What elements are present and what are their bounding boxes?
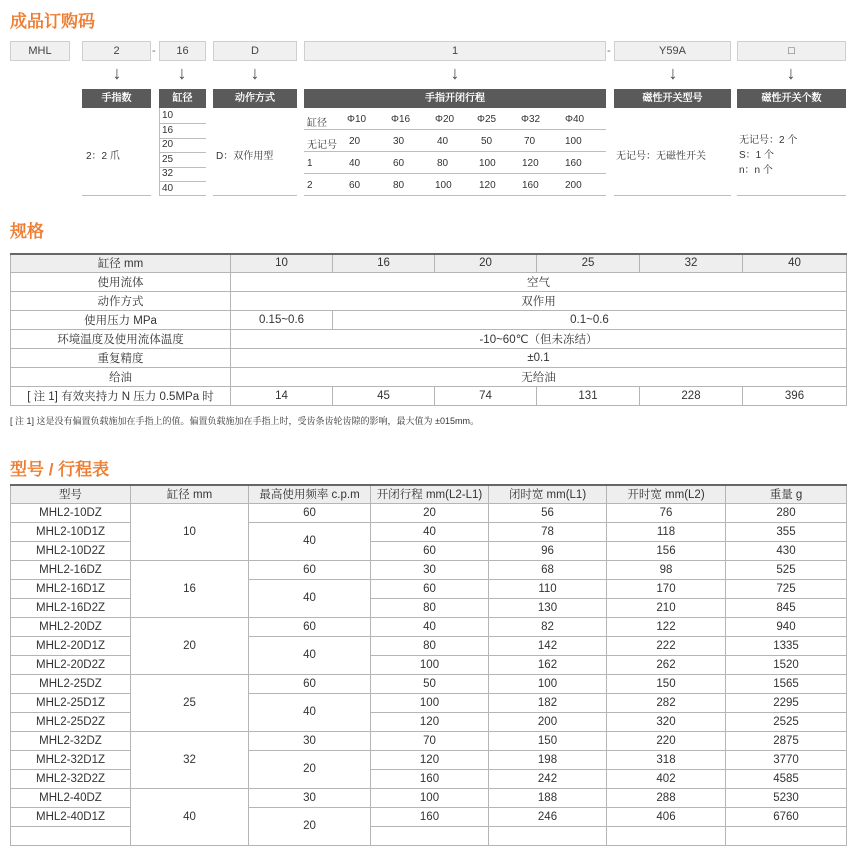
fingers-header: 手指数	[82, 89, 151, 108]
code-switch-type-box: Y59A	[614, 41, 731, 61]
divider	[737, 195, 846, 196]
code-dash: -	[607, 45, 611, 57]
weight-cell: 2295	[726, 693, 847, 712]
bore-cell: 16	[131, 560, 249, 617]
spec-value: 396	[743, 386, 847, 405]
model-title: 型号 / 行程表	[10, 460, 110, 479]
code-stroke-box: 1	[304, 41, 606, 61]
divider	[304, 151, 606, 152]
open-width-cell: 170	[607, 579, 726, 598]
stroke-cell: 50	[481, 136, 493, 147]
stroke-table-head: Φ25	[477, 114, 497, 125]
model-col-header: 缸径 mm	[131, 485, 249, 503]
stroke-cell: 120	[479, 180, 496, 191]
stroke-cell: 1	[307, 158, 313, 169]
stroke-header: 手指开闭行程	[304, 89, 606, 108]
stroke-cell: 70	[524, 136, 536, 147]
freq-cell: 40	[249, 522, 371, 560]
stroke-table-head: Φ10	[347, 114, 367, 125]
switch-type-header: 磁性开关型号	[614, 89, 731, 108]
stroke-cell: 100	[479, 158, 496, 169]
model-col-header: 型号	[11, 485, 131, 503]
open-width-cell: 288	[607, 788, 726, 807]
open-width-cell: 282	[607, 693, 726, 712]
spec-row-label: [ 注 1] 有效夹持力 N 压力 0.5MPa 时	[11, 386, 231, 405]
model-col-header: 开闭行程 mm(L2-L1)	[371, 485, 489, 503]
stroke-cell: 120	[371, 712, 489, 731]
bore-option: 16	[162, 125, 174, 136]
stroke-table-head: Φ16	[391, 114, 411, 125]
divider	[159, 181, 206, 182]
model-cell: MHL2-32D2Z	[11, 769, 131, 788]
spec-row-label: 使用流体	[11, 272, 231, 291]
closed-width-cell: 78	[489, 522, 607, 541]
open-width-cell: 320	[607, 712, 726, 731]
open-width-cell: 156	[607, 541, 726, 560]
weight-cell: 3770	[726, 750, 847, 769]
closed-width-cell: 110	[489, 579, 607, 598]
freq-cell: 30	[249, 788, 371, 807]
spec-title: 规格	[10, 222, 44, 241]
bore-cell: 40	[131, 788, 249, 845]
weight-cell: 430	[726, 541, 847, 560]
stroke-cell: 60	[393, 158, 405, 169]
weight-cell: 845	[726, 598, 847, 617]
spec-value: 无给油	[231, 367, 847, 386]
freq-cell: 40	[249, 636, 371, 674]
model-col-header: 闭时宽 mm(L1)	[489, 485, 607, 503]
table-row	[11, 788, 847, 807]
open-width-cell: 402	[607, 769, 726, 788]
model-cell: MHL2-32D1Z	[11, 750, 131, 769]
closed-width-cell: 68	[489, 560, 607, 579]
spec-table	[10, 253, 847, 406]
divider	[159, 152, 206, 153]
closed-width-cell: 150	[489, 731, 607, 750]
bore-option: 40	[162, 183, 174, 194]
freq-cell: 30	[249, 731, 371, 750]
stroke-cell: 200	[565, 180, 582, 191]
divider	[159, 123, 206, 124]
bore-option: 20	[162, 139, 174, 150]
switch-count-option: S：1 个	[739, 150, 775, 161]
spec-row-label: 环境温度及使用流体温度	[11, 329, 231, 348]
stroke-cell	[371, 826, 489, 845]
spec-value: 0.15~0.6	[231, 310, 333, 329]
model-cell: MHL2-10D2Z	[11, 541, 131, 560]
closed-width-cell: 56	[489, 503, 607, 522]
model-cell: MHL2-16D1Z	[11, 579, 131, 598]
open-width-cell: 210	[607, 598, 726, 617]
table-row	[11, 560, 847, 579]
divider	[82, 195, 151, 196]
open-width-cell: 262	[607, 655, 726, 674]
spec-value: 131	[537, 386, 640, 405]
stroke-table-head: 缸径	[307, 118, 327, 129]
model-cell: MHL2-16D2Z	[11, 598, 131, 617]
spec-bore: 20	[435, 254, 537, 272]
stroke-cell: 40	[371, 617, 489, 636]
model-cell: MHL2-20D1Z	[11, 636, 131, 655]
spec-value: 双作用	[231, 291, 847, 310]
table-row	[11, 731, 847, 750]
order-code-title: 成品订购码	[10, 12, 95, 31]
bore-cell: 20	[131, 617, 249, 674]
stroke-cell: 80	[371, 636, 489, 655]
freq-cell: 60	[249, 617, 371, 636]
stroke-cell: 50	[371, 674, 489, 693]
model-table	[10, 484, 847, 846]
stroke-cell: 80	[437, 158, 449, 169]
freq-cell: 20	[249, 807, 371, 845]
down-arrow-icon: ↓	[177, 63, 187, 83]
stroke-cell: 60	[371, 579, 489, 598]
bore-option: 25	[162, 154, 174, 165]
open-width-cell: 76	[607, 503, 726, 522]
divider	[304, 173, 606, 174]
bore-cell: 32	[131, 731, 249, 788]
weight-cell: 1335	[726, 636, 847, 655]
spec-value: 74	[435, 386, 537, 405]
stroke-cell: 40	[349, 158, 361, 169]
bore-cell: 25	[131, 674, 249, 731]
switch-count-header: 磁性开关个数	[737, 89, 846, 108]
stroke-cell: 40	[371, 522, 489, 541]
weight-cell: 4585	[726, 769, 847, 788]
table-row	[11, 674, 847, 693]
stroke-cell: 无记号	[307, 140, 337, 151]
model-cell: MHL2-25D2Z	[11, 712, 131, 731]
code-action-box: D	[213, 41, 297, 61]
stroke-cell: 160	[371, 807, 489, 826]
action-header: 动作方式	[213, 89, 297, 108]
stroke-cell: 120	[522, 158, 539, 169]
model-cell: MHL2-10D1Z	[11, 522, 131, 541]
weight-cell: 1520	[726, 655, 847, 674]
model-cell: MHL2-40DZ	[11, 788, 131, 807]
down-arrow-icon: ↓	[450, 63, 460, 83]
stroke-cell: 100	[371, 788, 489, 807]
closed-width-cell: 246	[489, 807, 607, 826]
open-width-cell	[607, 826, 726, 845]
spec-bore: 25	[537, 254, 640, 272]
code-dash: -	[152, 45, 156, 57]
open-width-cell: 118	[607, 522, 726, 541]
code-bore-box: 16	[159, 41, 206, 61]
closed-width-cell: 82	[489, 617, 607, 636]
stroke-cell: 160	[522, 180, 539, 191]
switch-count-option: 无记号：2 个	[739, 135, 798, 146]
bore-header: 缸径	[159, 89, 206, 108]
bore-option: 10	[162, 110, 174, 121]
spec-row-label: 重复精度	[11, 348, 231, 367]
freq-cell: 60	[249, 560, 371, 579]
down-arrow-icon: ↓	[668, 63, 678, 83]
model-cell: MHL2-25DZ	[11, 674, 131, 693]
stroke-cell: 30	[371, 560, 489, 579]
divider	[213, 195, 297, 196]
open-width-cell: 222	[607, 636, 726, 655]
closed-width-cell: 130	[489, 598, 607, 617]
spec-value: -10~60℃（但未冻结）	[231, 329, 847, 348]
open-width-cell: 98	[607, 560, 726, 579]
spec-row-label: 使用压力 MPa	[11, 310, 231, 329]
spec-row-label: 动作方式	[11, 291, 231, 310]
weight-cell: 2875	[726, 731, 847, 750]
stroke-cell: 80	[393, 180, 405, 191]
stroke-cell: 30	[393, 136, 405, 147]
open-width-cell: 122	[607, 617, 726, 636]
closed-width-cell: 162	[489, 655, 607, 674]
weight-cell: 940	[726, 617, 847, 636]
freq-cell: 40	[249, 693, 371, 731]
open-width-cell: 150	[607, 674, 726, 693]
spec-value: 14	[231, 386, 333, 405]
freq-cell: 60	[249, 503, 371, 522]
down-arrow-icon: ↓	[250, 63, 260, 83]
spec-row-label: 给油	[11, 367, 231, 386]
stroke-table-head: Φ40	[565, 114, 585, 125]
stroke-cell: 20	[371, 503, 489, 522]
table-row	[11, 617, 847, 636]
weight-cell: 355	[726, 522, 847, 541]
model-cell: MHL2-25D1Z	[11, 693, 131, 712]
closed-width-cell: 188	[489, 788, 607, 807]
code-series-box: MHL	[10, 41, 70, 61]
switch-count-option: n：n 个	[739, 165, 773, 176]
open-width-cell: 406	[607, 807, 726, 826]
divider	[304, 129, 606, 130]
weight-cell: 280	[726, 503, 847, 522]
spec-bore: 16	[333, 254, 435, 272]
stroke-cell: 20	[349, 136, 361, 147]
stroke-cell: 100	[371, 655, 489, 674]
closed-width-cell: 182	[489, 693, 607, 712]
model-cell: MHL2-40D1Z	[11, 807, 131, 826]
model-col-header: 最高使用频率 c.p.m	[249, 485, 371, 503]
weight-cell: 725	[726, 579, 847, 598]
stroke-table-head: Φ20	[435, 114, 455, 125]
spec-value: 45	[333, 386, 435, 405]
stroke-cell: 70	[371, 731, 489, 750]
closed-width-cell: 200	[489, 712, 607, 731]
model-col-header: 开时宽 mm(L2)	[607, 485, 726, 503]
open-width-cell: 220	[607, 731, 726, 750]
freq-cell: 40	[249, 579, 371, 617]
model-cell: MHL2-10DZ	[11, 503, 131, 522]
bore-cell: 10	[131, 503, 249, 560]
spec-bore-label: 缸径 mm	[11, 254, 231, 272]
stroke-cell: 60	[349, 180, 361, 191]
freq-cell: 60	[249, 674, 371, 693]
weight-cell: 1565	[726, 674, 847, 693]
closed-width-cell: 142	[489, 636, 607, 655]
spec-bore: 32	[640, 254, 743, 272]
divider	[304, 195, 606, 196]
spec-value: 228	[640, 386, 743, 405]
weight-cell: 525	[726, 560, 847, 579]
spec-footnote: [ 注 1] 这是没有偏置负载施加在手指上的值。偏置负载施加在手指上时，受齿条齿轮齿隙的影响，最大值为 ±015mm。	[10, 416, 479, 426]
stroke-cell: 40	[437, 136, 449, 147]
spec-value: 空气	[231, 272, 847, 291]
weight-cell: 6760	[726, 807, 847, 826]
code-fingers-box: 2	[82, 41, 151, 61]
closed-width-cell: 100	[489, 674, 607, 693]
freq-cell: 20	[249, 750, 371, 788]
stroke-cell: 160	[565, 158, 582, 169]
closed-width-cell: 96	[489, 541, 607, 560]
spec-bore: 10	[231, 254, 333, 272]
stroke-cell: 60	[371, 541, 489, 560]
model-cell: MHL2-20D2Z	[11, 655, 131, 674]
switch-type-option: 无记号：无磁性开关	[616, 151, 706, 162]
model-cell: MHL2-20DZ	[11, 617, 131, 636]
closed-width-cell: 242	[489, 769, 607, 788]
spec-value: ±0.1	[231, 348, 847, 367]
closed-width-cell: 198	[489, 750, 607, 769]
stroke-cell: 80	[371, 598, 489, 617]
model-cell: MHL2-16DZ	[11, 560, 131, 579]
down-arrow-icon: ↓	[112, 63, 122, 83]
stroke-cell: 2	[307, 180, 313, 191]
open-width-cell: 318	[607, 750, 726, 769]
weight-cell	[726, 826, 847, 845]
closed-width-cell	[489, 826, 607, 845]
model-cell	[11, 826, 131, 845]
weight-cell: 2525	[726, 712, 847, 731]
stroke-cell: 160	[371, 769, 489, 788]
weight-cell: 5230	[726, 788, 847, 807]
fingers-option: 2：2 爪	[86, 151, 120, 162]
stroke-cell: 100	[565, 136, 582, 147]
stroke-table-head: Φ32	[521, 114, 541, 125]
bore-option: 32	[162, 168, 174, 179]
spec-value: 0.1~0.6	[333, 310, 847, 329]
spec-bore: 40	[743, 254, 847, 272]
divider	[614, 195, 731, 196]
table-row	[11, 503, 847, 522]
stroke-cell: 100	[371, 693, 489, 712]
stroke-cell: 120	[371, 750, 489, 769]
code-switch-count-box: □	[737, 41, 846, 61]
stroke-cell: 100	[435, 180, 452, 191]
model-col-header: 重量 g	[726, 485, 847, 503]
divider	[159, 195, 206, 196]
action-option: D：双作用型	[216, 151, 274, 162]
down-arrow-icon: ↓	[786, 63, 796, 83]
model-cell: MHL2-32DZ	[11, 731, 131, 750]
